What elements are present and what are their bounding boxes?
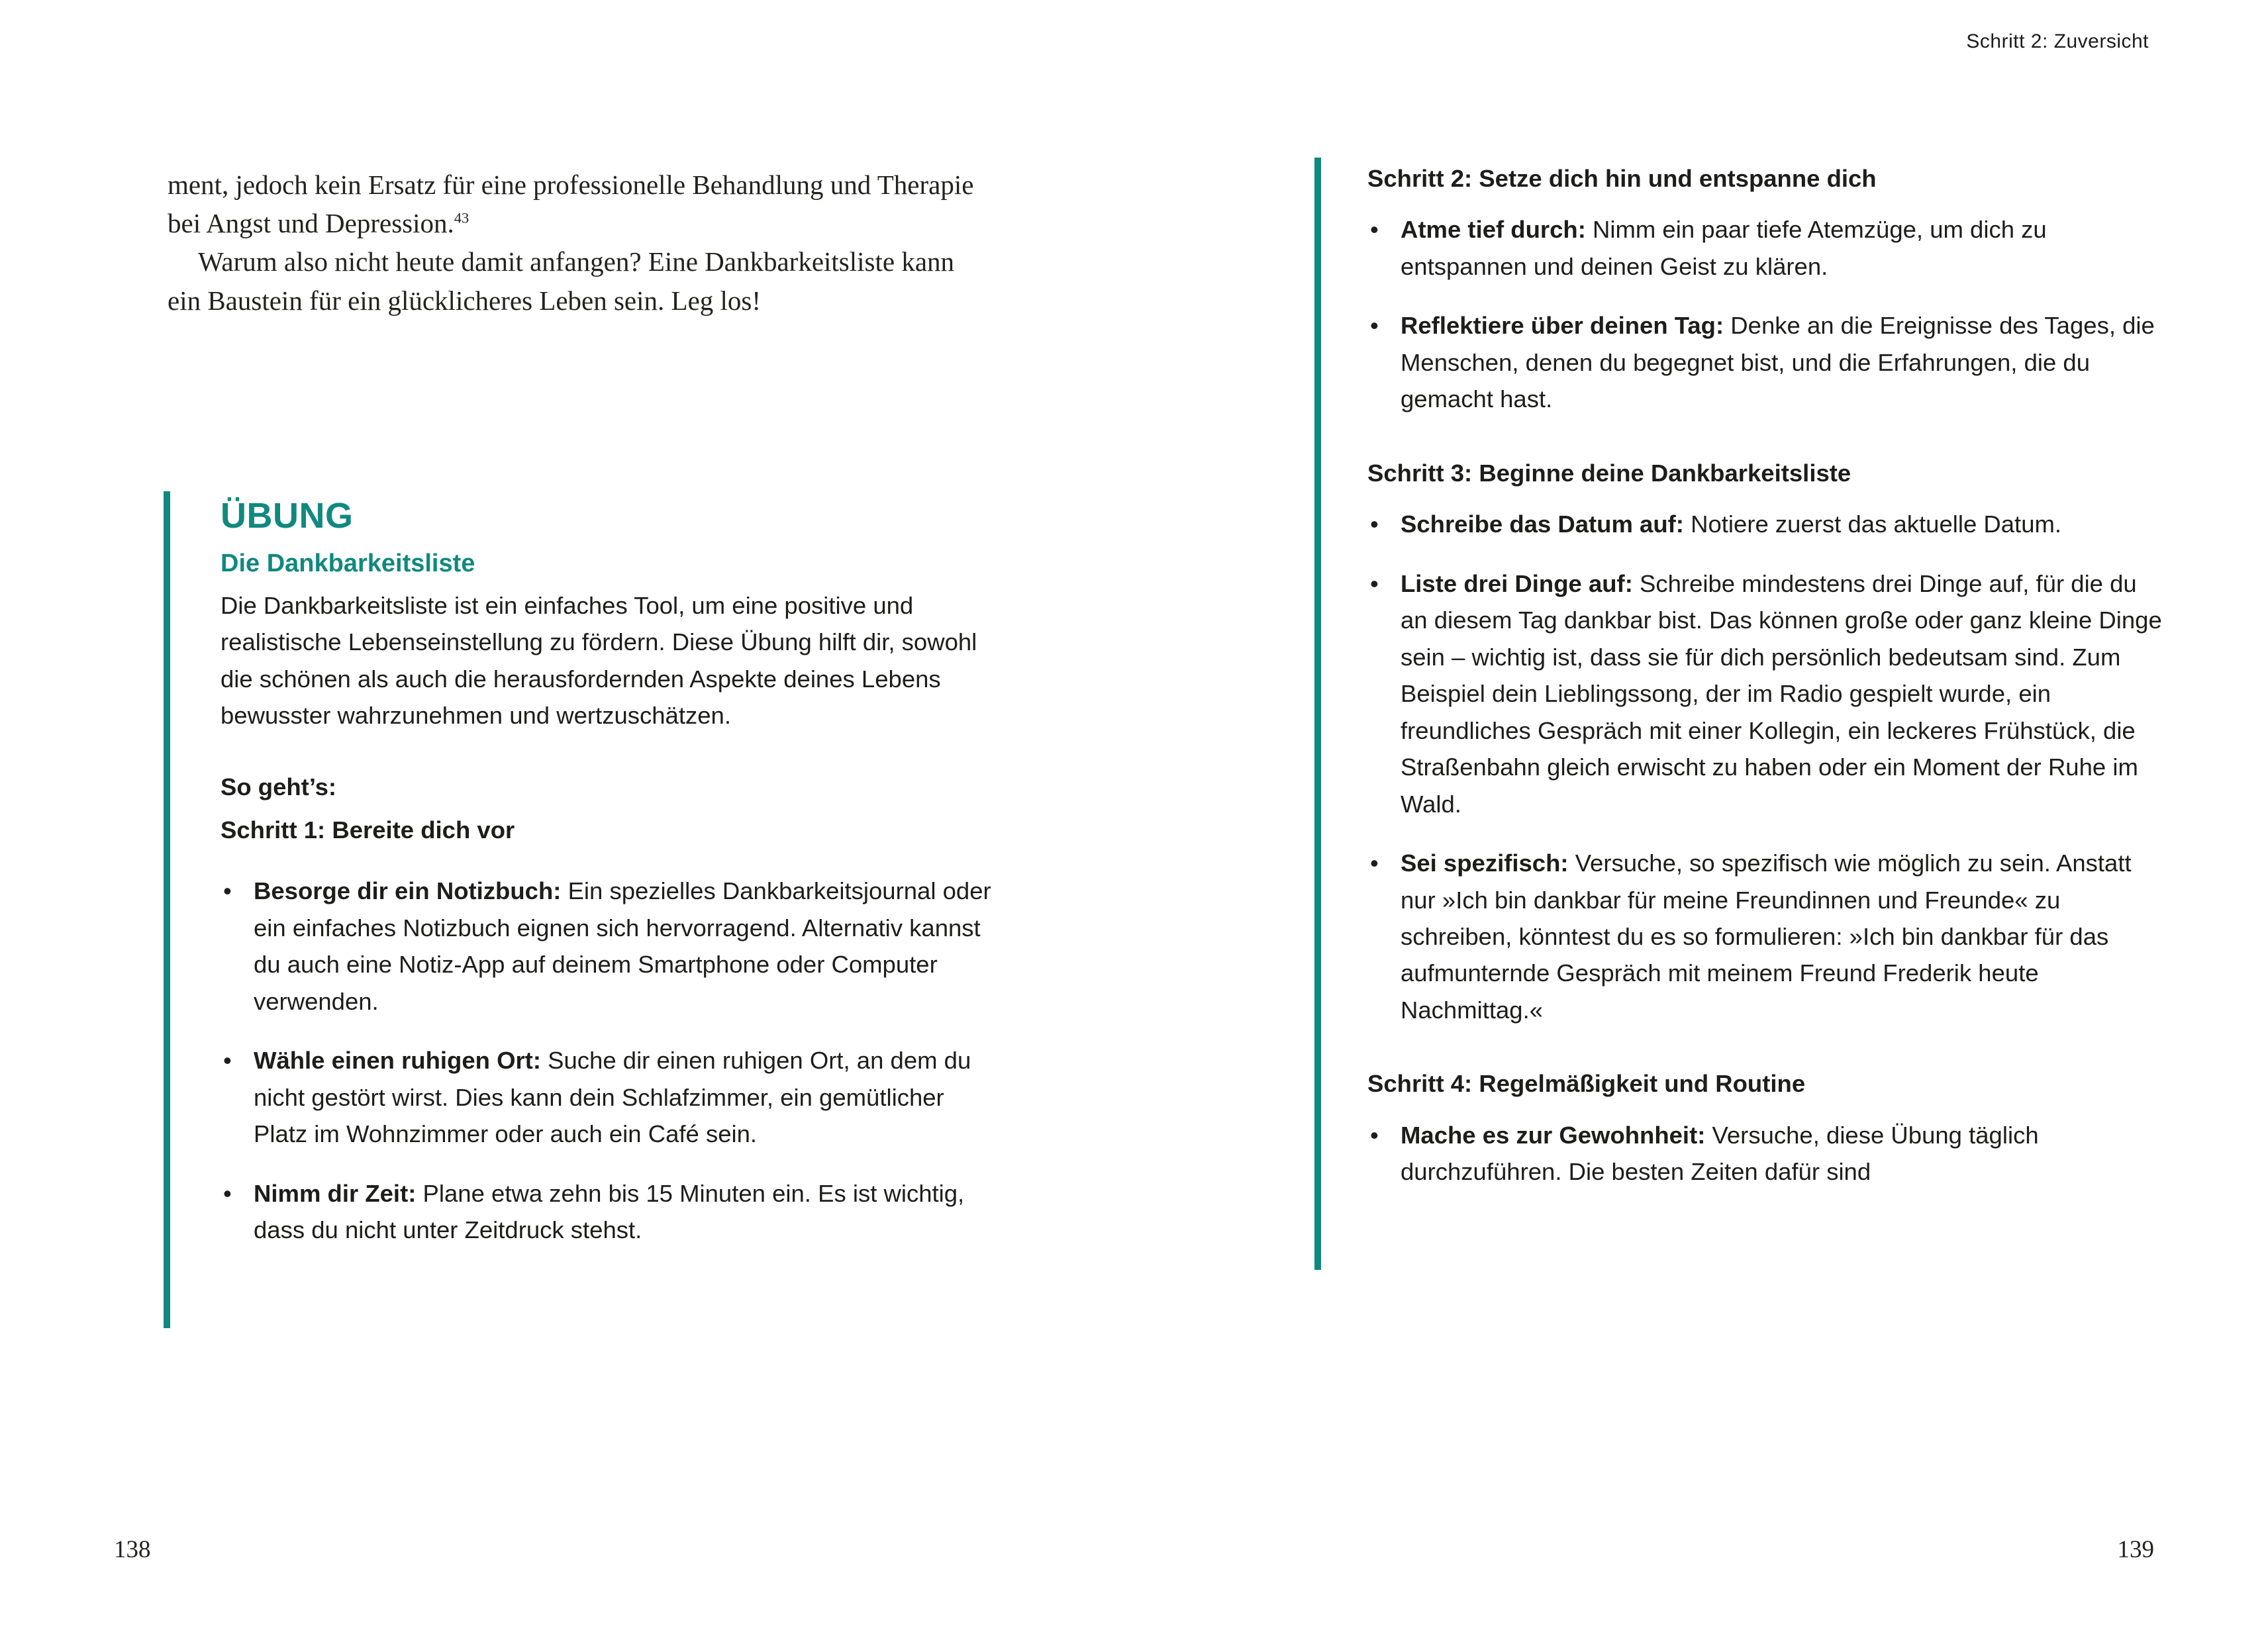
step-1-heading: Schritt 1: Bereite dich vor <box>221 816 515 844</box>
bullet-item <box>1401 1117 2162 1190</box>
exercise-box-continued <box>1314 158 2162 1270</box>
bullet-lead: Nimm dir Zeit: <box>254 1179 417 1207</box>
bullet-text: Ein spezielles Dankbarkeitsjournal oder ein einfaches Notizbuch eignen sich hervorragend. Alternativ kannst du auch eine Notiz-App auf deinem Smartphone oder Computer verwenden. <box>254 877 991 1015</box>
step-3-heading: Schritt 3: Beginne deine Dankbarkeitsliste <box>1367 459 1851 487</box>
step-1-bullet-list <box>221 873 1002 1248</box>
bullet-lead: Mache es zur Gewohnheit: <box>1401 1121 1706 1149</box>
intro-paragraph-2: Warum also nicht heute damit anfangen? Eine Dankbarkeitsliste kann ein Baustein für ein glücklicheres Leben sein. Leg los! <box>168 246 955 316</box>
bullet-text: Nimm ein paar tiefe Atemzüge, um dich zu entspannen und deinen Geist zu klären. <box>1401 216 2047 280</box>
bullet-text: Denke an die Ereignisse des Tages, die Menschen, denen du begegnet bist, und die Erfahrungen, die du gemacht hast. <box>1401 312 2155 413</box>
page-number-right: 139 <box>2117 1536 2154 1563</box>
bullet-text: Versuche, diese Übung täglich durchzuführen. Die besten Zeiten dafür sind <box>1401 1121 2039 1186</box>
bullet-lead: Besorge dir ein Notizbuch: <box>254 877 562 905</box>
bullet-item <box>1401 307 2162 417</box>
bullet-lead: Liste drei Dinge auf: <box>1401 569 1633 597</box>
step-2-section <box>1367 160 2162 418</box>
intro-text <box>168 166 975 320</box>
step-4-bullet-list <box>1367 1117 2162 1190</box>
step-3-section <box>1367 455 2162 1029</box>
bullet-item <box>254 1042 1002 1152</box>
bullet-lead: Sei spezifisch: <box>1401 849 1569 877</box>
step-4-heading: Schritt 4: Regelmäßigkeit und Routine <box>1367 1070 1806 1098</box>
bullet-lead: Schreibe das Datum auf: <box>1401 510 1684 538</box>
bullet-lead: Wähle einen ruhigen Ort: <box>254 1047 541 1075</box>
how-to-label: So geht’s: <box>221 773 337 800</box>
bullet-item <box>1401 506 2162 542</box>
exercise-title: Die Dankbarkeitsliste <box>221 550 475 577</box>
bullet-item <box>1401 211 2162 285</box>
bullet-lead: Reflektiere über deinen Tag: <box>1401 312 1724 340</box>
bullet-text: Schreibe mindestens drei Dinge auf, für die du an diesem Tag dankbar bist. Das können große oder ganz kleine Dinge sein – wichtig ist, dass sie für dich persönlich bedeutsam sind. Zum Beispiel dein Lieblingssong, der im Radio gespielt wurde, ein freundliches Gespräch mit einer Kollegin, ein leckeres Frühstück, die Straßenbahn gleich erwischt zu haben oder ein Moment der Ruhe im Wald. <box>1401 569 2162 818</box>
intro-paragraph-1-text: ment, jedoch kein Ersatz für eine professionelle Behandlung und Therapie bei Angst und Depression. <box>168 169 974 239</box>
bullet-text: Notiere zuerst das aktuelle Datum. <box>1691 510 2062 538</box>
step-4-section <box>1367 1065 2162 1190</box>
bullet-item <box>1401 845 2162 1028</box>
footnote-marker: 43 <box>454 209 469 226</box>
bullet-item <box>254 1175 1002 1249</box>
exercise-kicker: ÜBUNG <box>221 496 354 536</box>
exercise-description: Die Dankbarkeitsliste ist ein einfaches Tool, um eine positive und realistische Lebenseinstellung zu fördern. Diese Übung hilft dir, sowohl die schönen als auch die herausfordernden Aspekte deines Lebens bewusster wahrzunehmen und wertzuschätzen. <box>221 592 977 730</box>
exercise-box <box>164 491 1002 1328</box>
bullet-text: Plane etwa zehn bis 15 Minuten ein. Es ist wichtig, dass du nicht unter Zeitdruck stehst. <box>254 1179 965 1244</box>
step-2-bullet-list <box>1367 211 2162 417</box>
bullet-lead: Atme tief durch: <box>1401 216 1586 244</box>
step-2-heading: Schritt 2: Setze dich hin und entspanne dich <box>1367 165 1877 192</box>
page-number-left: 138 <box>114 1536 151 1563</box>
bullet-item <box>254 873 1002 1020</box>
step-3-bullet-list <box>1367 506 2162 1028</box>
bullet-text: Versuche, so spezifisch wie möglich zu sein. Anstatt nur »Ich bin dankbar für meine Freundinnen und Freunde« zu schreiben, könntest du es so formulieren: »Ich bin dankbar für das aufmunternde Gespräch mit meinem Freund Frederik heute Nachmittag.« <box>1401 849 2132 1024</box>
bullet-item <box>1401 565 2162 822</box>
running-header: Schritt 2: Zuversicht <box>1966 30 2149 52</box>
intro-paragraph-1 <box>168 166 975 242</box>
bullet-text: Suche dir einen ruhigen Ort, an dem du nicht gestört wirst. Dies kann dein Schlafzimmer, ein gemütlicher Platz im Wohnzimmer oder auch ein Café sein. <box>254 1047 971 1148</box>
